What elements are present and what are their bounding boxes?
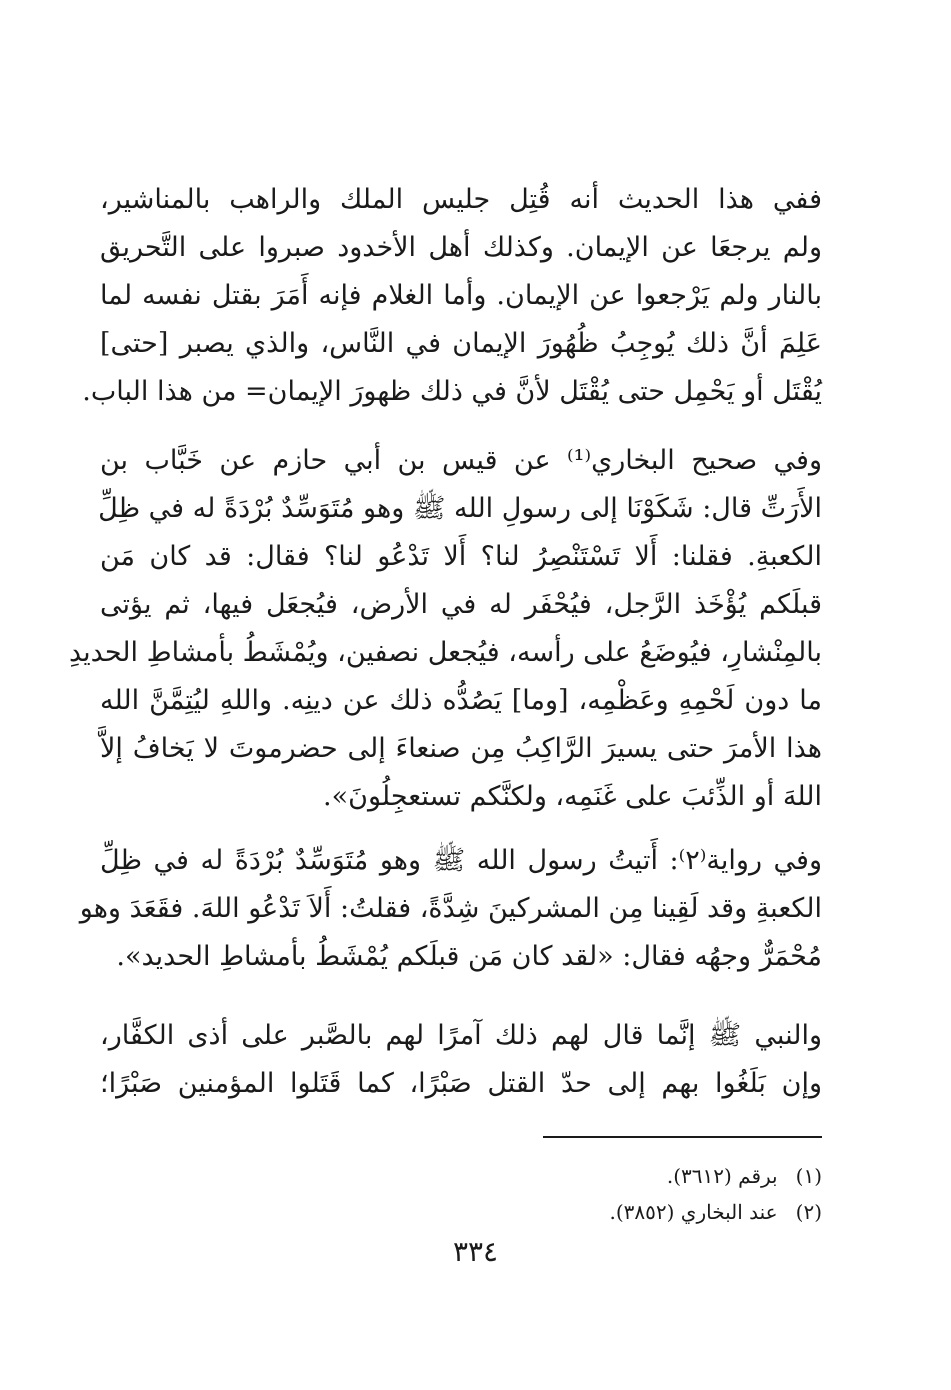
- footnotes: [400, 1158, 822, 1230]
- text-line: وفي رواية⁽٢⁾: أَتيتُ رسول الله ﷺ وهو مُتَوَسِّدٌ بُرْدَةً له في ظِلِّ: [100, 845, 822, 876]
- text-line: ففي هذا الحديث أنه قُتِل جليس الملك والراهب بالمناشير،: [100, 184, 822, 215]
- footnote-1: [400, 1158, 822, 1194]
- paragraph-2: [69, 437, 822, 821]
- footnote-number: (١): [795, 1164, 822, 1188]
- text-line: مُحْمَرٌّ وجهُه فقال: «لقد كان مَن قبلَكم يُمْشَطُ بأمشاطِ الحديد».: [116, 941, 822, 972]
- text-line: والنبي ﷺ إنَّما قال لهم ذلك آمرًا لهم بالصَّبر على أذى الكفَّار،: [100, 1020, 822, 1051]
- footnote-text: برقم (٣٦١٢).: [666, 1164, 778, 1188]
- text-line: بالمِنْشارِ، فيُوضَعُ على رأسه، فيُجعل نصفين، ويُمْشَطُ بأمشاطِ الحديدِ: [69, 637, 822, 668]
- text-line: ولم يرجعَا عن الإيمان. وكذلك أهل الأخدود صبروا على التَّحريق: [100, 232, 822, 263]
- text-line: وإن بَلَغُوا بهم إلى حدّ القتل صَبْرًا، كما قَتَلوا المؤمنين صَبْرًا؛: [100, 1068, 822, 1099]
- footnote-number: (٢): [795, 1200, 822, 1224]
- text-line: بالنار ولم يَرْجعوا عن الإيمان. وأما الغلام فإنه أَمَرَ بقتل نفسه لما: [100, 280, 822, 311]
- paragraph-3: [79, 837, 822, 981]
- footnote-divider: [543, 1136, 822, 1138]
- text-line: اللهَ أو الذِّئبَ على غَنَمِه، ولكنَّكم تستعجِلُونَ».: [323, 781, 822, 812]
- text-line: قبلَكم يُؤْخَذ الرَّجل، فيُحْفَر له في الأرض، فيُجعَل فيها، ثم يؤتى: [100, 589, 822, 620]
- footnote-2: [400, 1194, 822, 1230]
- text-line: وفي صحيح البخاري⁽¹⁾ عن قيس بن أبي حازم عن خَبَّاب بن: [100, 445, 822, 476]
- page-number: ٣٣٤: [452, 1235, 499, 1268]
- text-line: يُقْتَل أو يَحْمِل حتى يُقْتَل لأنَّ في ذلك ظهورَ الإيمان= من هذا الباب.: [82, 376, 822, 407]
- text-line: الأَرَتِّ قال: شَكَوْنَا إلى رسولِ الله ﷺ وهو مُتَوَسِّدٌ بُرْدَةً له في ظِلِّ: [98, 493, 822, 524]
- paragraph-4: [100, 1012, 822, 1108]
- text-line: الكعبةِ وقد لَقِينا مِن المشركينَ شِدَّةً، فقلتُ: أَلاَ تَدْعُو اللهَ. فقَعَدَ وهو: [79, 893, 822, 924]
- text-line: الكعبةِ. فقلنا: أَلا تَسْتَنْصِرُ لنا؟ أَلا تَدْعُو لنا؟ فقال: قد كان مَن: [100, 541, 822, 572]
- text-line: ما دون لَحْمِهِ وعَظْمِه، [وما] يَصُدُّه ذلك عن دينِه. واللهِ ليُتِمَّنَّ الله: [100, 685, 822, 716]
- text-line: عَلِمَ أنَّ ذلك يُوجِبُ ظُهُورَ الإيمان في النَّاس، والذي يصبر [حتى]: [100, 328, 822, 359]
- paragraph-1: [82, 176, 822, 416]
- text-line: هذا الأمرَ حتى يسيرَ الرَّاكِبُ مِن صنعاءَ إلى حضرموتَ لا يَخافُ إلاَّ: [100, 733, 822, 764]
- footnote-text: عند البخاري (٣٨٥٢).: [609, 1200, 778, 1224]
